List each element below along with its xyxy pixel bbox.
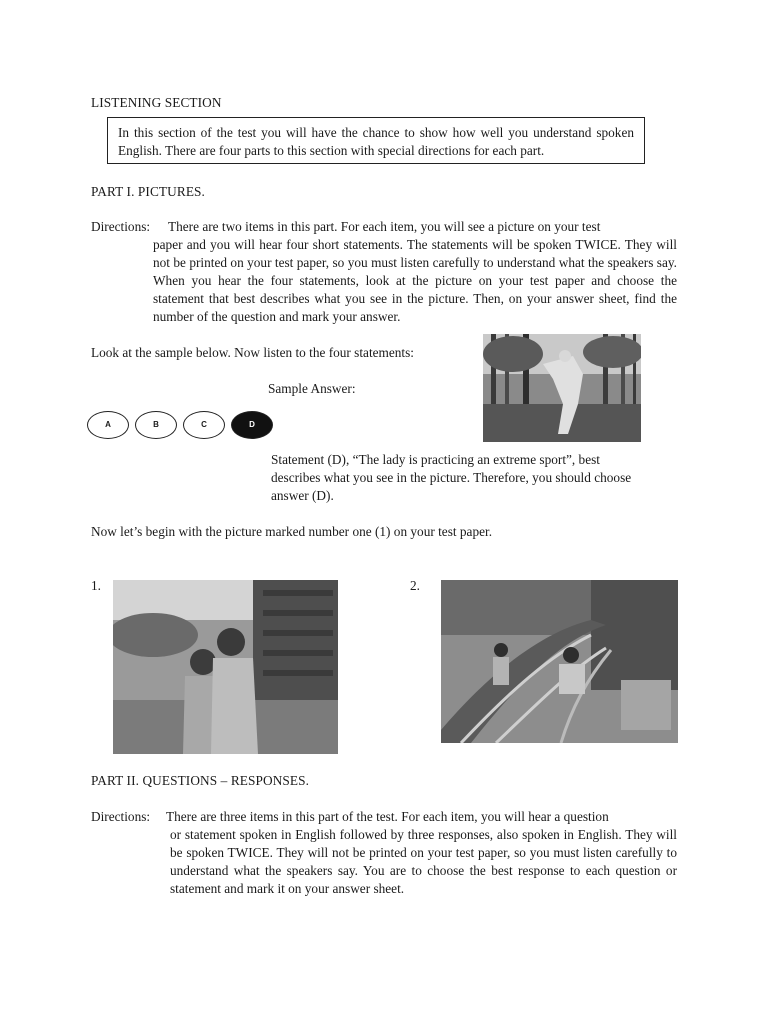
part1-directions-label: Directions: [91,219,151,234]
option-b-bubble[interactable]: B [135,411,177,439]
sample-photo [483,334,641,442]
part2-directions-label: Directions: [91,809,151,824]
item2-photo [441,580,678,743]
intro-box: In this section of the test you will have the chance to show how well you understand spoken English. There are four parts to this section with special directions for each part. [107,117,645,164]
item1-number: 1. [91,578,101,593]
sample-answer-label: Sample Answer: [268,381,356,396]
part2-directions-body: or statement spoken in English followed by three responses, also spoken in English. They will be spoken TWICE. They will not be printed on your test paper, so you must listen carefully to understand what the speakers say. You are to choose the best response to each question or statement and mark it on your answer sheet. [170,827,677,896]
part1-title: PART I. PICTURES. [91,184,205,199]
sample-explanation: Statement (D), “The lady is practicing an extreme sport”, best describes what you see in the picture. Therefore, you should choose answer (D). [271,452,632,503]
item1-photo [113,580,338,754]
option-c-bubble[interactable]: C [183,411,225,439]
sample-prompt: Look at the sample below. Now listen to the four statements: [91,345,414,360]
option-d-bubble-selected[interactable]: D [231,411,273,439]
section-title: LISTENING SECTION [91,95,222,110]
part2-title: PART II. QUESTIONS – RESPONSES. [91,773,310,788]
item2-number: 2. [410,578,420,593]
begin-instruction: Now let’s begin with the picture marked number one (1) on your test paper. [91,524,493,539]
part1-directions-first-line: There are two items in this part. For each item, you will see a picture on your test [168,219,601,234]
part2-directions-first-line: There are three items in this part of the test. For each item, you will hear a question [166,809,609,824]
part1-directions-body: paper and you will hear four short statements. The statements will be spoken TWICE. They will not be printed on your test paper, so you must listen carefully to understand what the speakers say. When you hear the four statements, look at the picture on your test paper and choose the statement that best describes what you see in the picture. Then, on your answer sheet, find the number of the question and mark your answer. [153,237,677,324]
option-a-bubble[interactable]: A [87,411,129,439]
